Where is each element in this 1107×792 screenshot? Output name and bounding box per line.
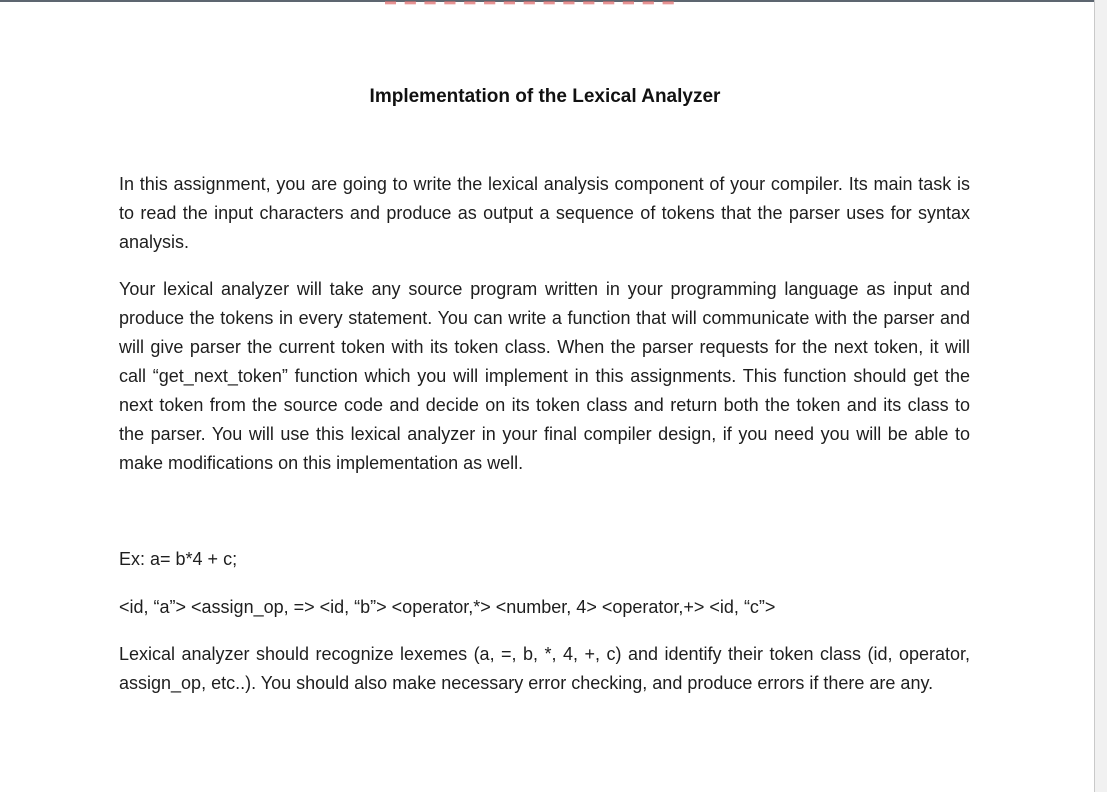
page-right-margin (1094, 0, 1107, 792)
token-output-line: <id, “a”> <assign_op, => <id, “b”> <operator,*> <number, 4> <operator,+> <id, “c”> (119, 597, 776, 617)
description-paragraph: Your lexical analyzer will take any source program written in your programming language as input and produce the tokens in every statement. You can write a function that will communicate with the parser and will give parser the current token with its token class. When the parser requests for the next token, it will call “get_next_token” function which you will implement in this assignments. This function should get the next token from the source code and decide on its token class and return both the token and its class to the parser. You will use this lexical analyzer in your final compiler design, if you need you will be able to make modifications on this implementation as well. (119, 279, 970, 473)
cropped-header-lettering (385, 0, 676, 5)
example-line: Ex: a= b*4 + c; (119, 549, 238, 569)
page-title: Implementation of the Lexical Analyzer (369, 85, 721, 107)
intro-paragraph: In this assignment, you are going to write the lexical analysis component of your compiler. Its main task is to read the input characters and produce as output a sequence of tokens that the parser uses for syntax analysis. (119, 174, 970, 252)
requirements-paragraph: Lexical analyzer should recognize lexemes (a, =, b, *, 4, +, c) and identify their token class (id, operator, assign_op, etc..). You should also make necessary error checking, and produce errors if there are any. (119, 644, 970, 693)
cropped-page-header (385, 0, 705, 5)
